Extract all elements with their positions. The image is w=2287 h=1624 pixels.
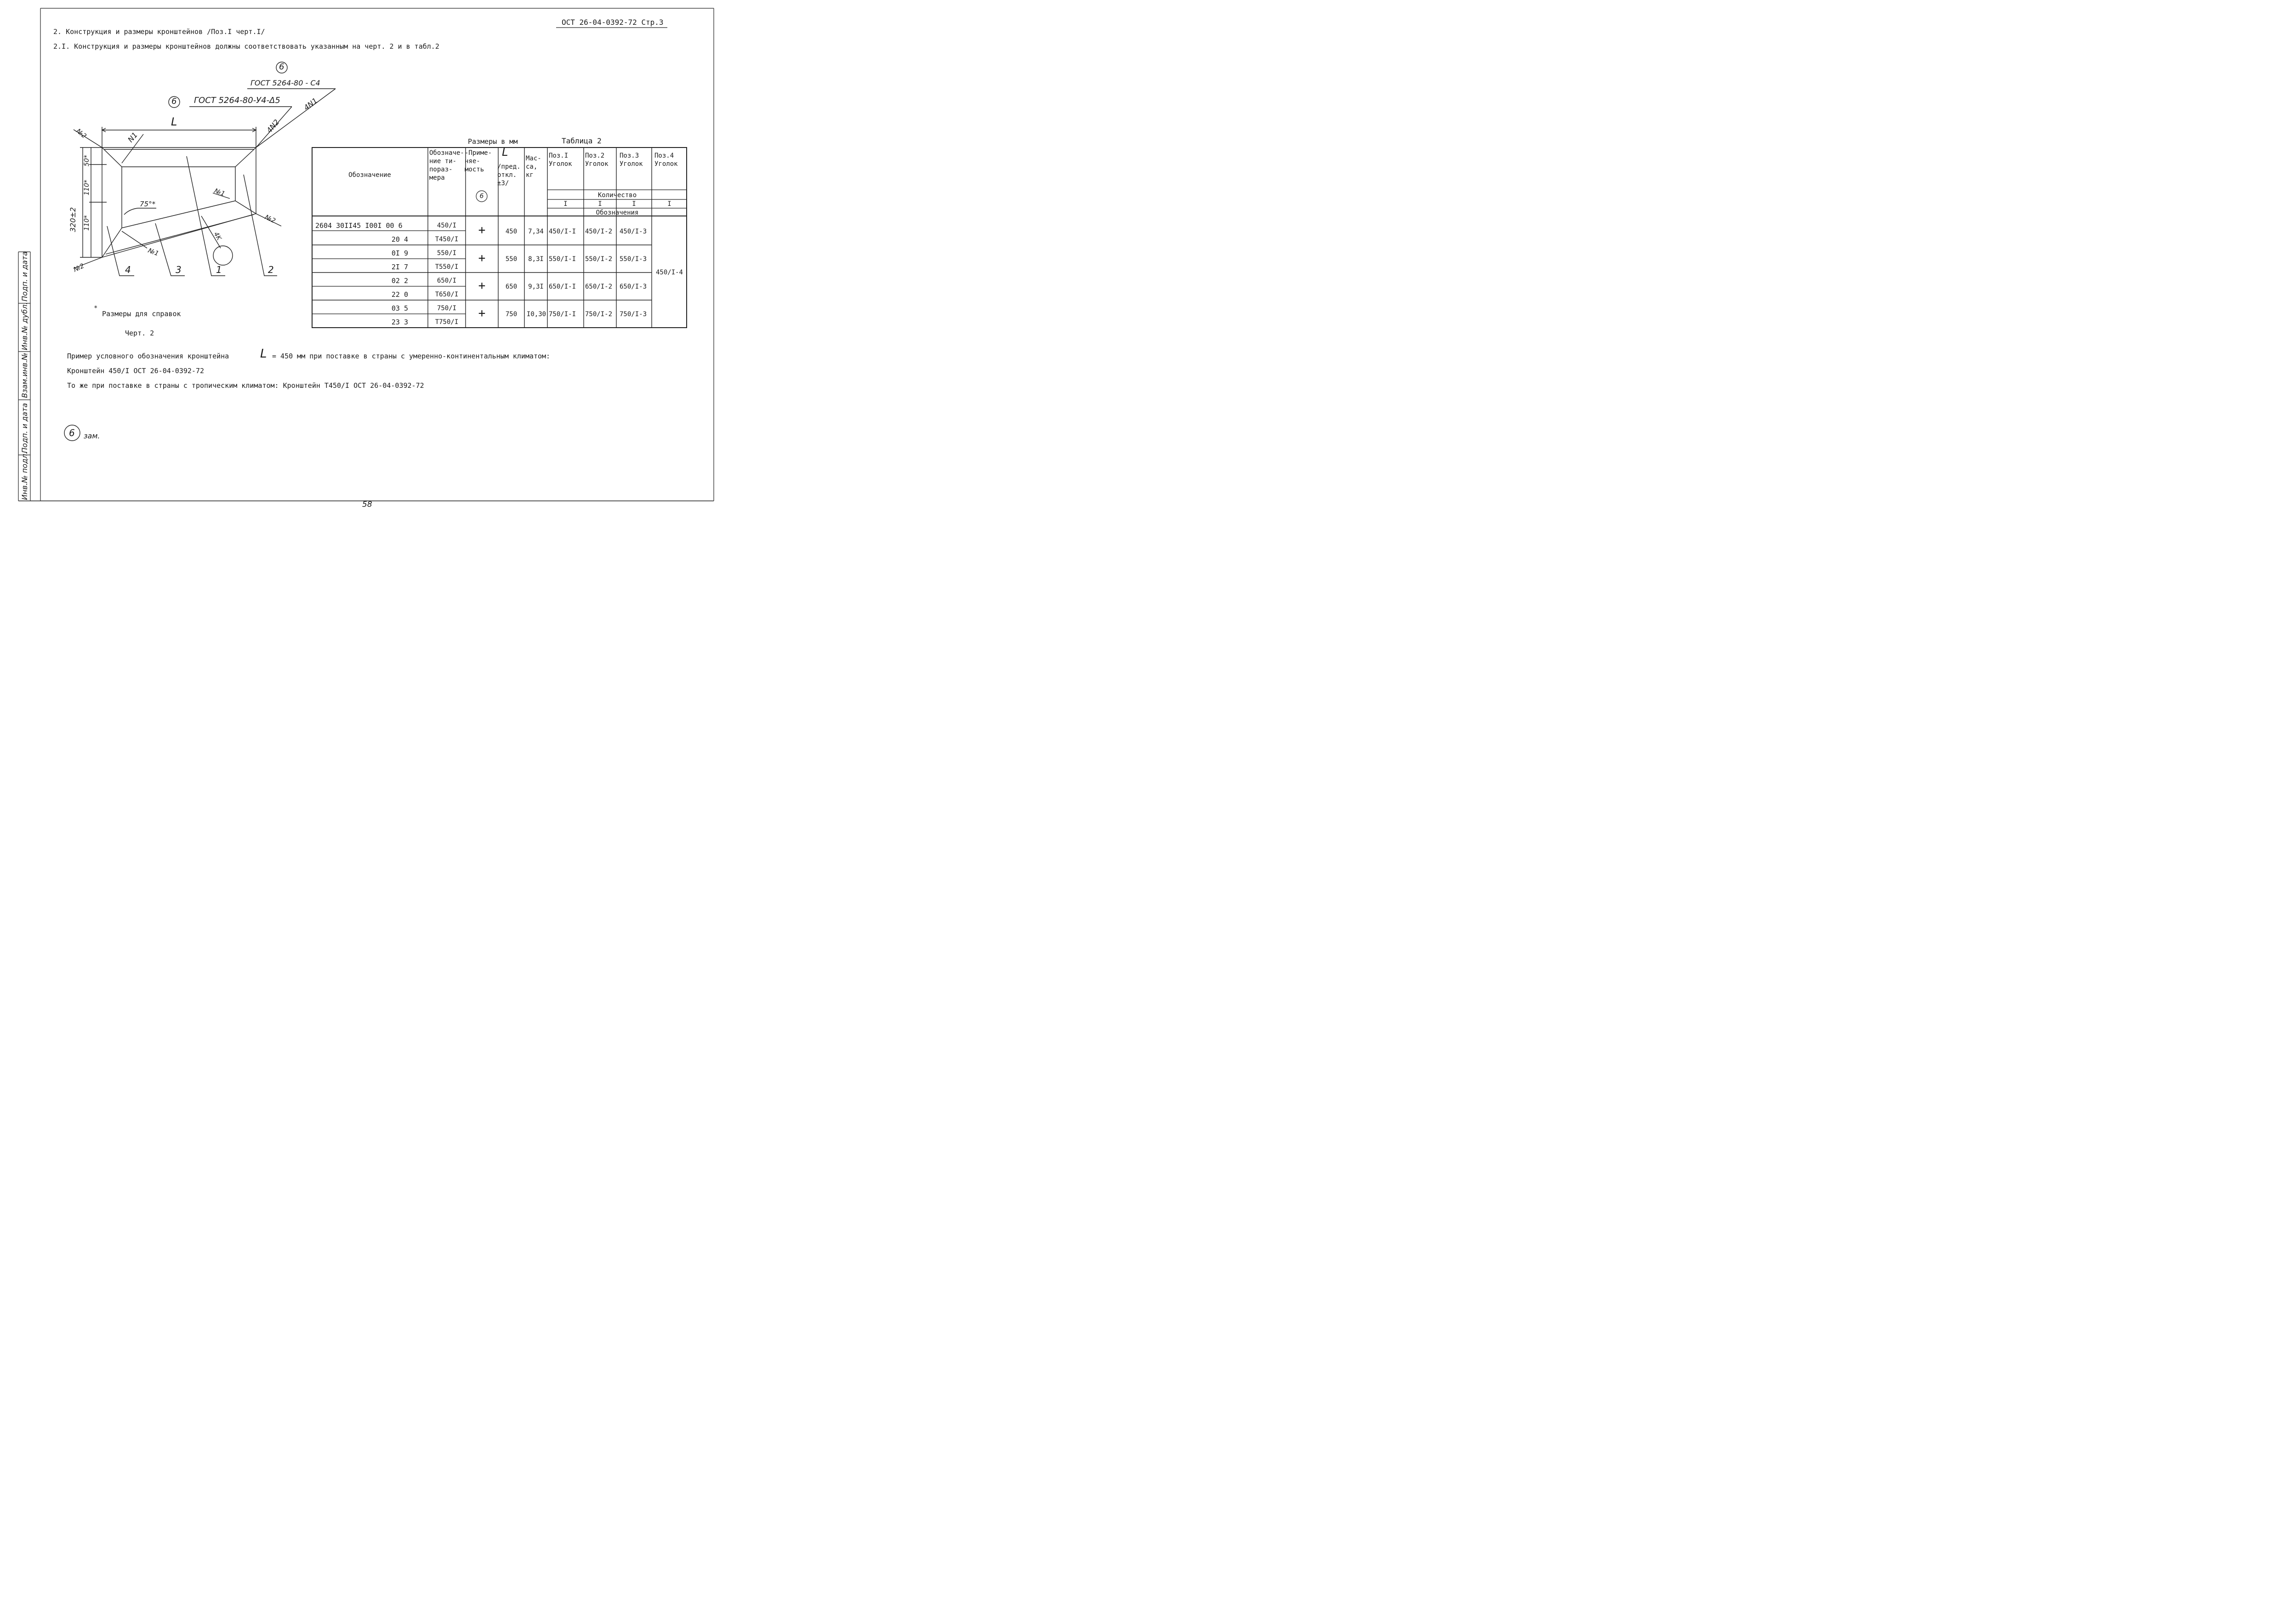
row-pos1: 650/I-I: [549, 283, 576, 290]
weld-n2-topleft: №2: [74, 127, 88, 140]
qty-pos1: I: [563, 200, 568, 208]
footer-rev-mark: 6: [69, 427, 75, 438]
header-designations: Обозначения: [596, 209, 639, 216]
header-type-size: Обозначе- ние ти- пораз- мера: [429, 149, 464, 182]
row-applicability: +: [478, 279, 486, 293]
row-pos2: 550/I-2: [585, 256, 613, 263]
row-code: 03 5: [391, 304, 408, 312]
footer-rev-text: зам.: [84, 432, 100, 440]
dimension-L: L: [171, 115, 177, 128]
qty-pos4: I: [667, 200, 671, 208]
row-mass: 9,3I: [528, 283, 544, 290]
example-designation: Кронштейн 450/I ОСТ 26-04-0392-72: [67, 367, 205, 375]
row-applicability: +: [478, 223, 486, 237]
weld-4n1: 4N1: [302, 96, 319, 113]
stamp-sign-date-2: Подп. и дата: [20, 251, 29, 301]
row-code: 2I 7: [391, 263, 408, 271]
weld-4n2: 4N2: [265, 118, 281, 135]
row-type: Т750/I: [435, 318, 459, 326]
row-type: 750/I: [437, 305, 457, 312]
header-L-symbol: L: [502, 146, 508, 159]
weld-note-top: ГОСТ 5264-80 - С4: [250, 79, 320, 87]
document-page: [0, 0, 721, 511]
row-pos1: 550/I-I: [549, 256, 576, 263]
example-intro: Пример условного обозначения кронштейна: [67, 352, 229, 360]
row-pos1: 750/I-I: [549, 311, 576, 318]
example-L-symbol: L: [260, 347, 267, 361]
row-code: 0I 9: [391, 249, 408, 257]
row-applicability: +: [478, 307, 486, 320]
example-intro-tail: = 450 мм при поставке в страны с умеренно-континентальным климатом:: [272, 352, 551, 360]
row-pos3: 550/I-3: [620, 256, 647, 263]
row-pos3: 450/I-3: [620, 228, 647, 235]
weld-n1-bottom: №1: [147, 247, 160, 258]
position-3: 3: [176, 264, 182, 275]
row-L: 650: [505, 283, 518, 290]
row-type: 650/I: [437, 277, 457, 284]
weld-note-main: ГОСТ 5264-80-У4-Δ5: [194, 96, 280, 105]
weld-n1-top: N1: [126, 131, 140, 144]
dimension-110-top: 110*: [83, 180, 91, 195]
header-pos3: Поз.3 Уголок: [620, 152, 643, 168]
row-type: 450/I: [437, 222, 457, 229]
angle-75: 75°*: [140, 200, 156, 208]
header-pos2: Поз.2 Уголок: [585, 152, 609, 168]
row-type: Т450/I: [435, 236, 459, 243]
hole-diameter: 4K: [212, 231, 223, 242]
row-pos1: 450/I-I: [549, 228, 576, 235]
clause-text: 2.I. Конструкция и размеры кронштейнов должны соответствовать указанным на черт. 2 и в табл.2: [53, 42, 439, 51]
weld-n2-mid-right: №2: [263, 213, 277, 225]
qty-pos3: I: [632, 200, 636, 208]
row-code: 22 0: [391, 290, 408, 299]
header-L-text: /пред. откл. ±3/: [497, 163, 521, 187]
row-code: 23 3: [391, 318, 408, 326]
row-type: Т550/I: [435, 263, 459, 271]
dimension-50: 50*: [83, 155, 91, 166]
reference-star: *: [94, 305, 98, 312]
stamp-inv-original: Инв.№ подл.: [20, 451, 29, 500]
stamp-inv-duplicate: Инв.№ дубл.: [20, 302, 29, 350]
row-type: Т650/I: [435, 291, 459, 298]
stamp-replace-inv: Взам.инв.№: [20, 352, 29, 398]
reference-note: Размеры для справок: [102, 310, 181, 318]
table-title: Таблица 2: [562, 136, 602, 145]
row-pos3: 650/I-3: [620, 283, 647, 290]
rev-mark-weld: 6: [171, 97, 177, 106]
pos4-value: 450/I-4: [655, 269, 683, 276]
header-quantity: Количество: [597, 192, 637, 199]
weld-n1-mid: №1: [213, 187, 226, 198]
row-pos2: 450/I-2: [585, 228, 613, 235]
row-code: 02 2: [391, 277, 408, 285]
document-code: ОСТ 26-04-0392-72 Стр.3: [562, 18, 664, 27]
position-1: 1: [216, 264, 222, 275]
drawing-caption: Черт. 2: [125, 329, 154, 337]
row-applicability: +: [478, 251, 486, 265]
dimension-110-bottom: 110*: [83, 215, 91, 231]
row-code: 2604 30II45 I00I 00 6: [315, 221, 403, 230]
row-L: 750: [505, 311, 518, 318]
position-2: 2: [268, 264, 274, 275]
weld-n2-bottomleft: №2: [72, 262, 85, 274]
table-units: Размеры в мм: [468, 137, 518, 146]
header-pos1: Поз.I Уголок: [549, 152, 572, 168]
example-tropical: То же при поставке в страны с тропическим климатом: Кронштейн Т450/I ОСТ 26-04-0392-72: [67, 381, 424, 390]
header-pos4: Поз.4 Уголок: [654, 152, 678, 168]
row-type: 550/I: [437, 250, 457, 257]
page-number: 58: [362, 500, 372, 509]
row-mass: 7,34: [528, 228, 544, 235]
dimension-320: 320±2: [68, 207, 77, 232]
row-pos2: 750/I-2: [585, 311, 613, 318]
qty-pos2: I: [598, 200, 602, 208]
header-mass: Мас- са, кг: [526, 155, 541, 179]
position-4: 4: [125, 264, 131, 275]
row-mass: 8,3I: [528, 256, 544, 263]
row-L: 550: [505, 256, 518, 263]
row-L: 450: [505, 228, 518, 235]
row-pos3: 750/I-3: [620, 311, 647, 318]
row-mass: I0,30: [526, 311, 546, 318]
section-heading: 2. Конструкция и размеры кронштейнов /Поз.I черт.I/: [53, 28, 265, 36]
row-pos2: 650/I-2: [585, 283, 613, 290]
header-designation: Обозначение: [348, 171, 391, 179]
stamp-sign-date-1: Подп. и дата: [20, 403, 29, 453]
applicability-rev-mark: 6: [479, 193, 484, 200]
row-code: 20 4: [391, 235, 408, 244]
header-applicability: -Приме- няе- мость: [465, 149, 492, 173]
rev-mark-top: 6: [279, 62, 284, 72]
footer-rev-circle: [0, 0, 721, 511]
